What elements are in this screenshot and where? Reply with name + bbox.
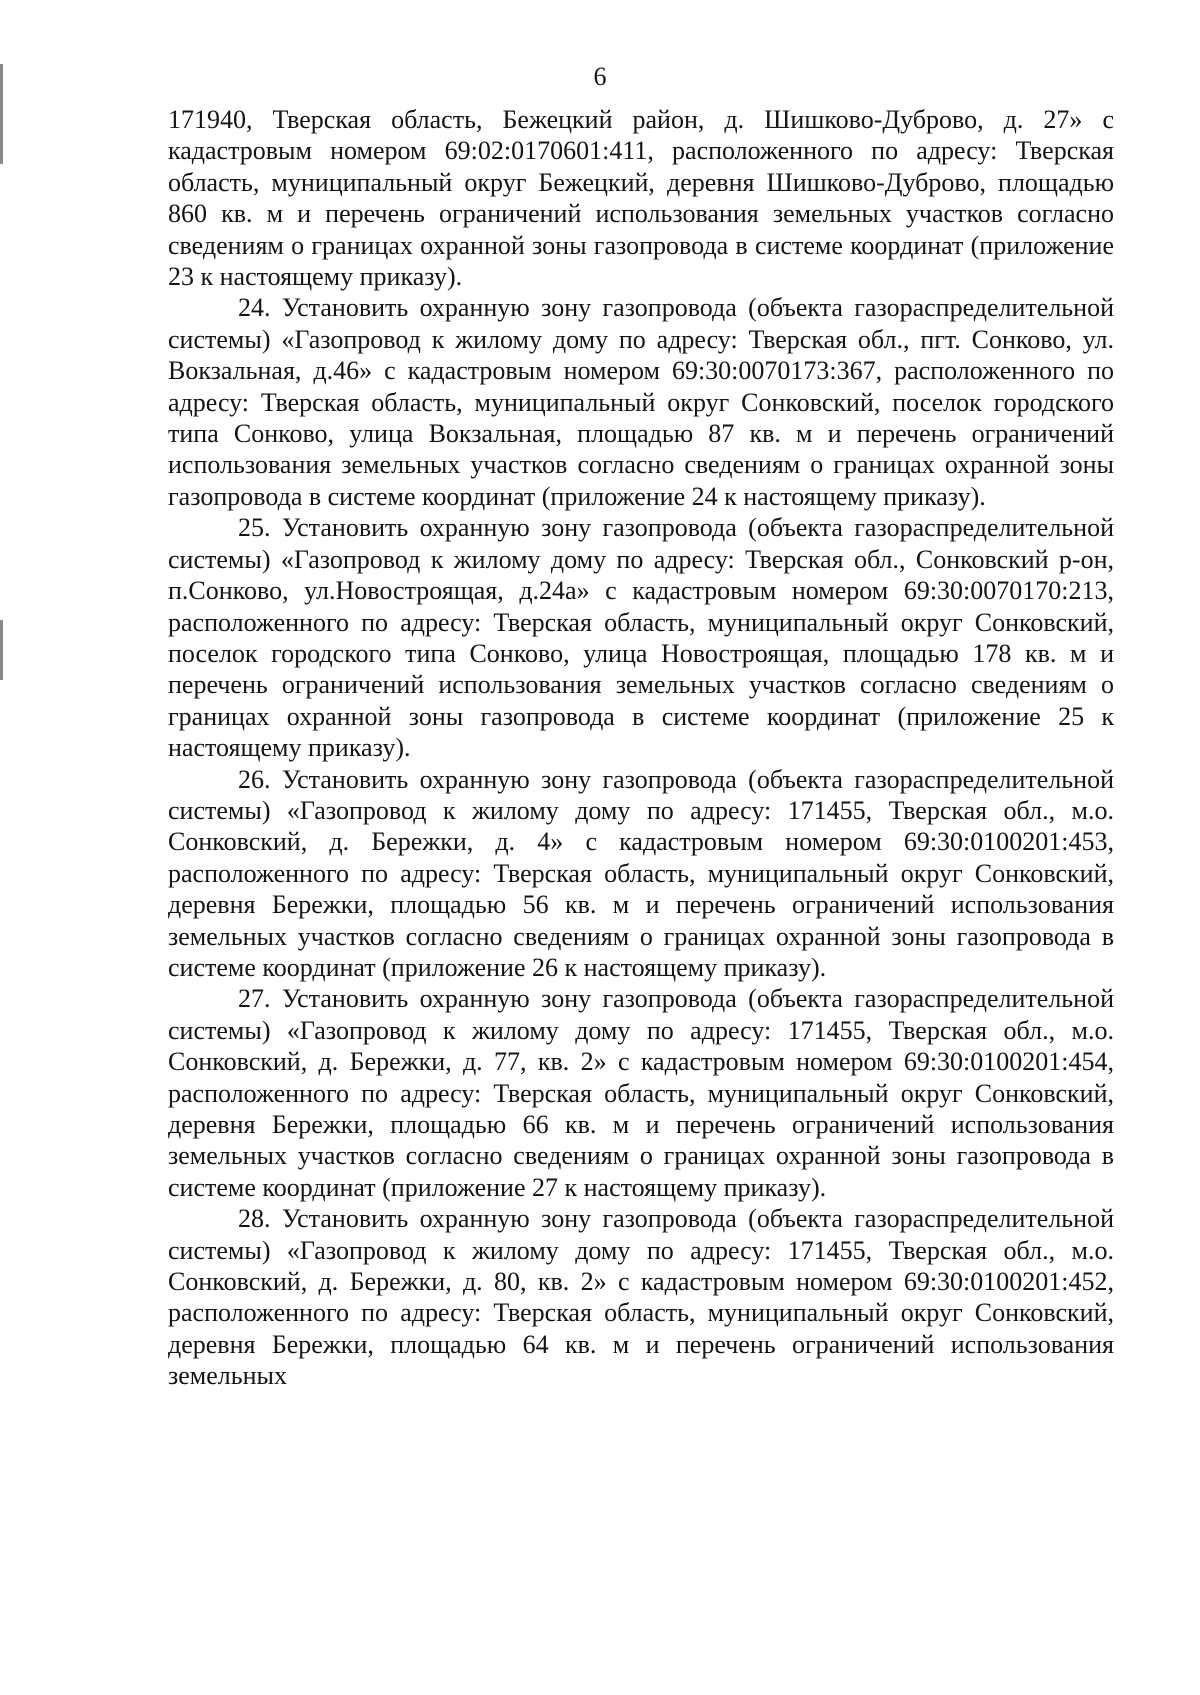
- page-number: 6: [593, 62, 607, 91]
- scan-edge-mark: [0, 620, 3, 680]
- document-body: [168, 104, 1114, 1392]
- paragraph-item-24: 24. Установить охранную зону газопровода (объекта газораспределительной системы) «Газопровод к жилому дому по адресу: Тверская обл., пгт. Сонково, ул. Вокзальная, д.46» с кадастровым номером 69:30:0070173:367, расположенного по адресу: Тверская область, муниципальный округ Сонковский, поселок городского типа Сонково, улица Вокзальная, площадью 87 кв. м и перечень ограничений использования земельных участков согласно сведениям о границах охранной зоны газопровода в системе координат (приложение 24 к настоящему приказу).: [168, 293, 1114, 511]
- paragraph-item-25: 25. Установить охранную зону газопровода (объекта газораспределительной системы) «Газопровод к жилому дому по адресу: Тверская обл., Сонковский р-он, п.Сонково, ул.Новостроящая, д.24а» с кадастровым номером 69:30:0070170:213, расположенного по адресу: Тверская область, муниципальный округ Сонковский, поселок городского типа Сонково, улица Новостроящая, площадью 178 кв. м и перечень ограничений использования земельных участков согласно сведениям о границах охранной зоны газопровода в системе координат (приложение 25 к настоящему приказу).: [168, 513, 1114, 763]
- paragraph-continuation: 171940, Тверская область, Бежецкий район, д. Шишково-Дуброво, д. 27» с кадастровым номером 69:02:0170601:411, расположенного по адресу: Тверская область, муниципальный округ Бежецкий, деревня Шишково-Дуброво, площадью 860 кв. м и перечень ограничений использования земельных участков согласно сведениям о границах охранной зоны газопровода в системе координат (приложение 23 к настоящему приказу).: [168, 105, 1114, 292]
- paragraph-item-28: 28. Установить охранную зону газопровода (объекта газораспределительной системы) «Газопровод к жилому дому по адресу: 171455, Тверская обл., м.о. Сонковский, д. Бережки, д. 80, кв. 2» с кадастровым номером 69:30:0100201:452, расположенного по адресу: Тверская область, муниципальный округ Сонковский, деревня Бережки, площадью 64 кв. м и перечень ограничений использования земельных: [168, 1204, 1114, 1391]
- paragraph-item-26: 26. Установить охранную зону газопровода (объекта газораспределительной системы) «Газопровод к жилому дому по адресу: 171455, Тверская обл., м.о. Сонковский, д. Бережки, д. 4» с кадастровым номером 69:30:0100201:453, расположенного по адресу: Тверская область, муниципальный округ Сонковский, деревня Бережки, площадью 56 кв. м и перечень ограничений использования земельных участков согласно сведениям о границах охранной зоны газопровода в системе координат (приложение 26 к настоящему приказу).: [168, 764, 1114, 982]
- paragraph-item-27: 27. Установить охранную зону газопровода (объекта газораспределительной системы) «Газопровод к жилому дому по адресу: 171455, Тверская обл., м.о. Сонковский, д. Бережки, д. 77, кв. 2» с кадастровым номером 69:30:0100201:454, расположенного по адресу: Тверская область, муниципальный округ Сонковский, деревня Бережки, площадью 66 кв. м и перечень ограничений использования земельных участков согласно сведениям о границах охранной зоны газопровода в системе координат (приложение 27 к настоящему приказу).: [168, 984, 1114, 1202]
